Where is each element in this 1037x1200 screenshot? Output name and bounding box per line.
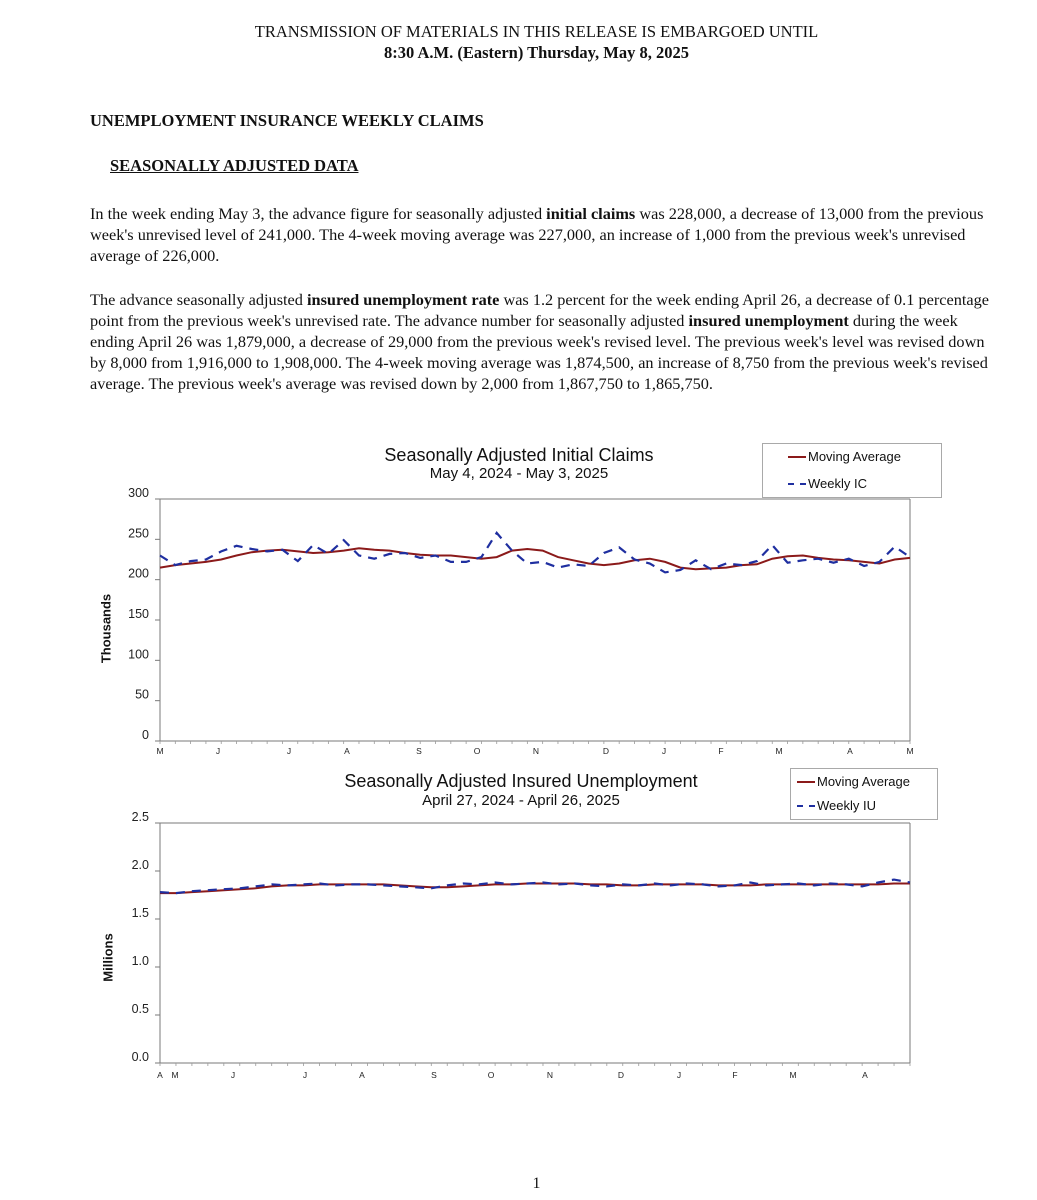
x-tick-label: J (286, 746, 292, 756)
section-title: UNEMPLOYMENT INSURANCE WEEKLY CLAIMS (90, 111, 484, 130)
legend-item-weekly: Weekly IC (788, 476, 867, 491)
x-tick-label: J (215, 746, 221, 756)
x-tick-label: O (473, 746, 481, 756)
initial-claims-paragraph: In the week ending May 3, the advance figure for seasonally adjusted initial claims was 228,000, a decrease of 13,000 from the previous week's unrevised level of 241,000. The 4-week moving average was 227,000, an increase of 1,000 from the previous week's unrevised average of 226,000. (90, 204, 984, 265)
chart-legend (762, 443, 942, 498)
x-tick-label: O (487, 1070, 495, 1080)
x-tick-label: A (847, 746, 853, 756)
x-tick-label: M (775, 746, 783, 756)
weekly-line (160, 880, 910, 894)
y-tick-label: 150 (128, 607, 149, 621)
chart-subtitle: April 27, 2024 - April 26, 2025 (422, 792, 620, 809)
embargo-notice-line1: TRANSMISSION OF MATERIALS IN THIS RELEASE IS EMBARGOED UNTIL (254, 22, 819, 41)
page-number: 1 (532, 1175, 541, 1192)
x-tick-label: M (789, 1070, 797, 1080)
y-tick-label: 0.0 (131, 1050, 149, 1064)
x-tick-label: D (617, 1070, 625, 1080)
x-tick-label: N (532, 746, 540, 756)
x-tick-label: M (906, 746, 914, 756)
x-tick-label: M (156, 746, 164, 756)
legend-swatch-dashed (788, 483, 806, 485)
moving-average-line (160, 884, 910, 894)
chart-title: Seasonally Adjusted Initial Claims (384, 445, 654, 465)
legend-item-moving-average: Moving Average (788, 449, 901, 464)
legend-swatch-dashed (797, 805, 815, 807)
embargo-notice-line2: 8:30 A.M. (Eastern) Thursday, May 8, 2025 (384, 43, 689, 62)
weekly-line (160, 533, 910, 573)
x-tick-label: D (602, 746, 610, 756)
x-tick-label: J (302, 1070, 308, 1080)
x-tick-label: A (359, 1070, 365, 1080)
y-tick-label: 0.5 (131, 1002, 149, 1016)
x-tick-label: S (431, 1070, 437, 1080)
legend-swatch-solid (788, 456, 806, 458)
x-tick-label: M (171, 1070, 179, 1080)
y-tick-label: 50 (135, 687, 149, 702)
y-tick-label: 2.5 (131, 810, 149, 824)
y-tick-label: 1.5 (131, 906, 149, 920)
x-tick-label: A (344, 746, 350, 756)
y-tick-label: 250 (128, 526, 149, 541)
legend-item-weekly: Weekly IU (797, 798, 876, 813)
moving-average-line (160, 548, 910, 569)
section-subtitle: SEASONALLY ADJUSTED DATA (110, 156, 359, 175)
insured-unemployment-paragraph: The advance seasonally adjusted insured unemployment rate was 1.2 percent for the week ending April 26, a decrease of 0.1 percentage point from the previous week's unrevised rate. The advance number for seasonally adjusted insured unemployment during the week ending April 26 was 1,879,000, a decrease of 29,000 from the previous week's revised level. The previous week's level was revised down by 8,000 from 1,916,000 to 1,908,000. The 4-week moving average was 1,874,500, an increase of 8,750 from the previous week's revised average. The previous week's average was revised down by 2,000 from 1,867,750 to 1,865,750. (90, 290, 989, 393)
y-tick-label: 0 (142, 728, 149, 742)
y-tick-label: 100 (128, 647, 149, 662)
y-axis-label: Thousands (98, 593, 114, 664)
y-tick-label: 1.0 (131, 954, 149, 968)
x-tick-label: J (230, 1070, 236, 1080)
x-tick-label: N (546, 1070, 554, 1080)
x-tick-label: J (676, 1070, 682, 1080)
x-tick-label: A (862, 1070, 868, 1080)
y-axis-label: Millions (100, 933, 116, 982)
x-tick-label: A (157, 1070, 163, 1080)
y-tick-label: 2.0 (131, 858, 149, 872)
chart-legend (790, 768, 938, 820)
x-tick-label: F (732, 1070, 738, 1080)
y-tick-label: 300 (128, 486, 149, 500)
x-tick-label: F (718, 746, 724, 756)
y-tick-label: 200 (128, 566, 149, 581)
chart-title: Seasonally Adjusted Insured Unemployment (344, 771, 698, 791)
x-tick-label: S (416, 746, 422, 756)
x-tick-label: J (661, 746, 667, 756)
legend-swatch-solid (797, 781, 815, 783)
chart-subtitle: May 4, 2024 - May 3, 2025 (429, 465, 609, 482)
legend-item-moving-average: Moving Average (797, 774, 910, 789)
